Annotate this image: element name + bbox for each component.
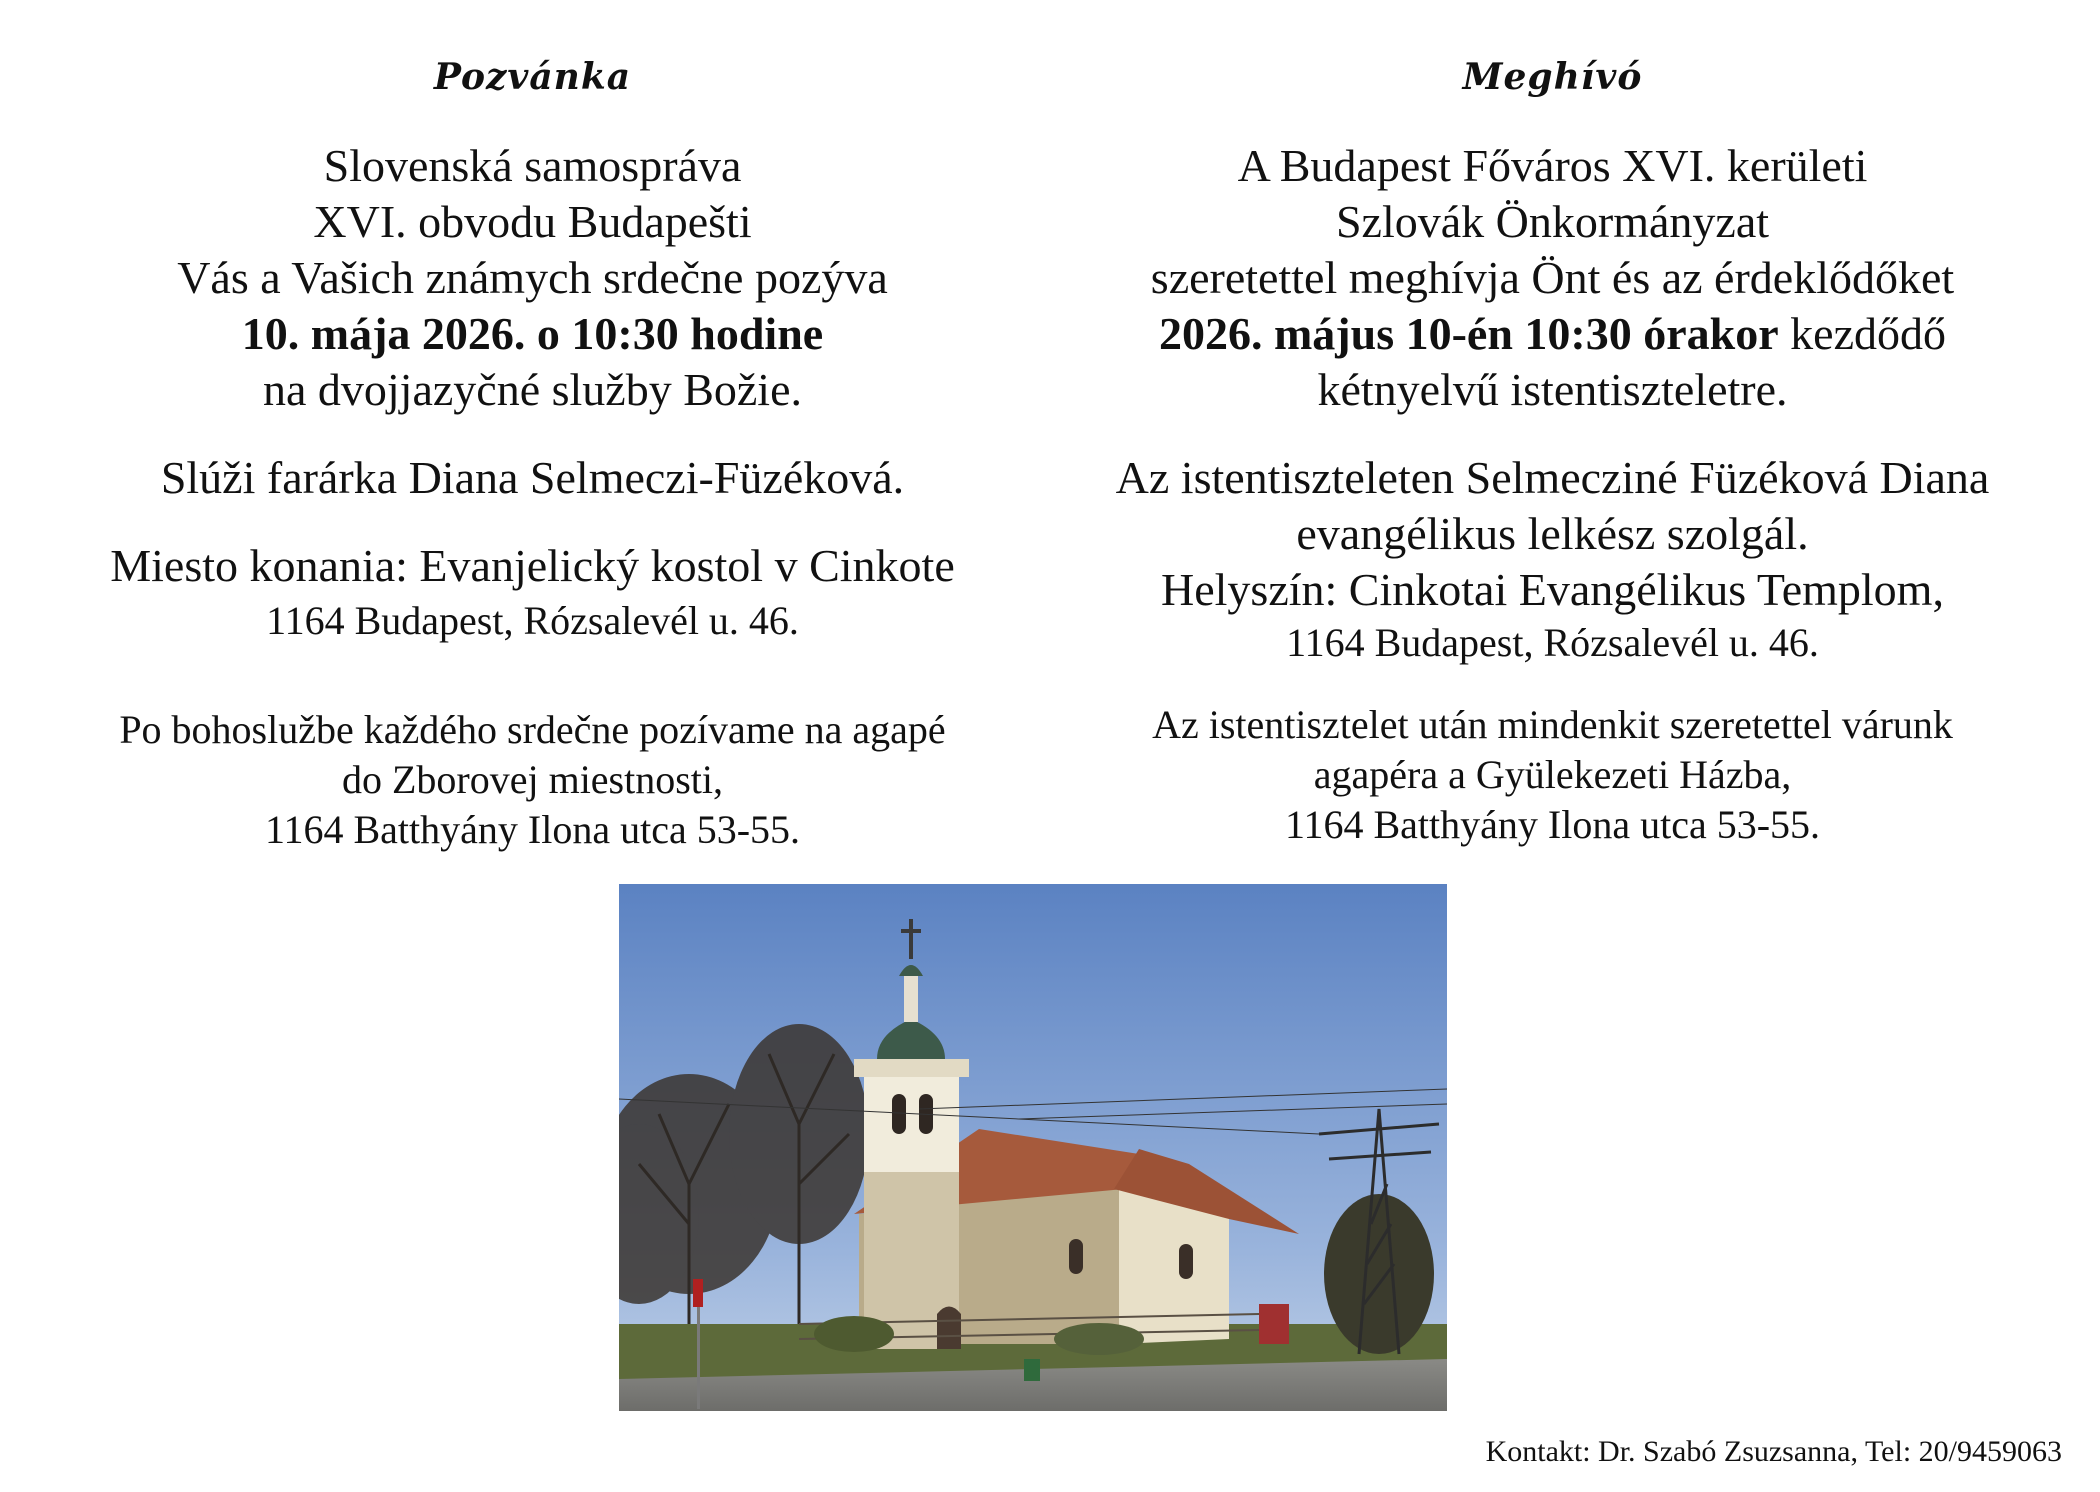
- hungarian-pastor-line: Az istentiszteleten Selmecziné Füzéková Diana: [1115, 452, 1990, 503]
- hungarian-agape-line: Az istentisztelet után mindenkit szeretettel várunk: [1152, 702, 1953, 747]
- hungarian-intro-line: Szlovák Önkormányzat: [1335, 196, 1770, 247]
- slovak-agape-line: do Zborovej miestnosti,: [341, 757, 724, 802]
- tower-cornice: [854, 1059, 969, 1077]
- hungarian-heading: Meghívó: [1462, 56, 1643, 98]
- slovak-date: 10. mája 2026. o 10:30 hodine: [241, 308, 824, 359]
- green-bin: [1024, 1359, 1040, 1381]
- hungarian-agape-line: 1164 Batthyány Ilona utca 53-55.: [1284, 802, 1821, 847]
- cross-horizontal: [901, 929, 921, 933]
- hungarian-venue: Helyszín: Cinkotai Evangélikus Templom,: [1161, 564, 1944, 615]
- hungarian-address-block: [1050, 618, 2055, 668]
- slovak-pastor: Slúži farárka Diana Selmeczi-Füzéková.: [160, 452, 905, 503]
- slovak-venue: Miesto konania: Evanjelický kostol v Cinkote: [110, 540, 955, 591]
- hungarian-date-rest: kezdődő: [1778, 308, 1947, 359]
- slovak-agape-line: Po bohoslužbe každého srdečne pozívame na agapé: [119, 707, 946, 752]
- lantern: [904, 974, 918, 1022]
- slovak-intro-line: XVI. obvodu Budapešti: [313, 196, 752, 247]
- hungarian-intro: [1050, 138, 2055, 418]
- slovak-address-block: [30, 596, 1035, 646]
- shrub: [814, 1316, 894, 1352]
- slovak-agape-line: 1164 Batthyány Ilona utca 53-55.: [264, 807, 801, 852]
- hungarian-date-line: [1050, 306, 2055, 362]
- church-door: [937, 1307, 961, 1350]
- shrub: [1054, 1323, 1144, 1355]
- red-gate: [1259, 1304, 1289, 1344]
- church-illustration: [619, 884, 1447, 1411]
- slovak-service: na dvojjazyčné služby Božie.: [262, 364, 803, 415]
- hungarian-intro-line: szeretettel meghívja Önt és az érdeklődőket: [1150, 252, 1955, 303]
- slovak-intro: [30, 138, 1035, 418]
- slovak-address: 1164 Budapest, Rózsalevél u. 46.: [266, 598, 799, 643]
- church-photo: [619, 884, 1447, 1411]
- nave-window: [1069, 1239, 1083, 1274]
- apse-window: [1179, 1244, 1193, 1279]
- slovak-venue-block: [30, 538, 1035, 594]
- cross-vertical: [909, 919, 913, 959]
- belfry-window: [892, 1094, 906, 1134]
- contact-info: Kontakt: Dr. Szabó Zsuzsanna, Tel: 20/9459063: [1485, 1435, 2062, 1468]
- slovak-pastor-block: [30, 450, 1035, 506]
- slovak-heading: Pozvánka: [433, 56, 632, 98]
- slovak-intro-line: Vás a Vašich známych srdečne pozýva: [177, 252, 888, 303]
- hungarian-service: kétnyelvű istentiszteletre.: [1317, 364, 1788, 415]
- hungarian-pastor-block: [1050, 450, 2055, 618]
- hungarian-intro-line: A Budapest Főváros XVI. kerületi: [1237, 140, 1868, 191]
- hungarian-agape: [1050, 700, 2055, 850]
- red-flag: [693, 1279, 703, 1307]
- hungarian-agape-line: agapéra a Gyülekezeti Házba,: [1313, 752, 1792, 797]
- slovak-agape: [30, 705, 1035, 855]
- tower-belfry: [864, 1077, 959, 1172]
- slovak-intro-line: Slovenská samospráva: [323, 140, 742, 191]
- hungarian-date: 2026. május 10-én 10:30 órakor: [1158, 308, 1779, 359]
- hungarian-pastor-line: evangélikus lelkész szolgál.: [1296, 508, 1809, 559]
- tree-right: [1324, 1194, 1434, 1354]
- hungarian-address: 1164 Budapest, Rózsalevél u. 46.: [1286, 620, 1819, 665]
